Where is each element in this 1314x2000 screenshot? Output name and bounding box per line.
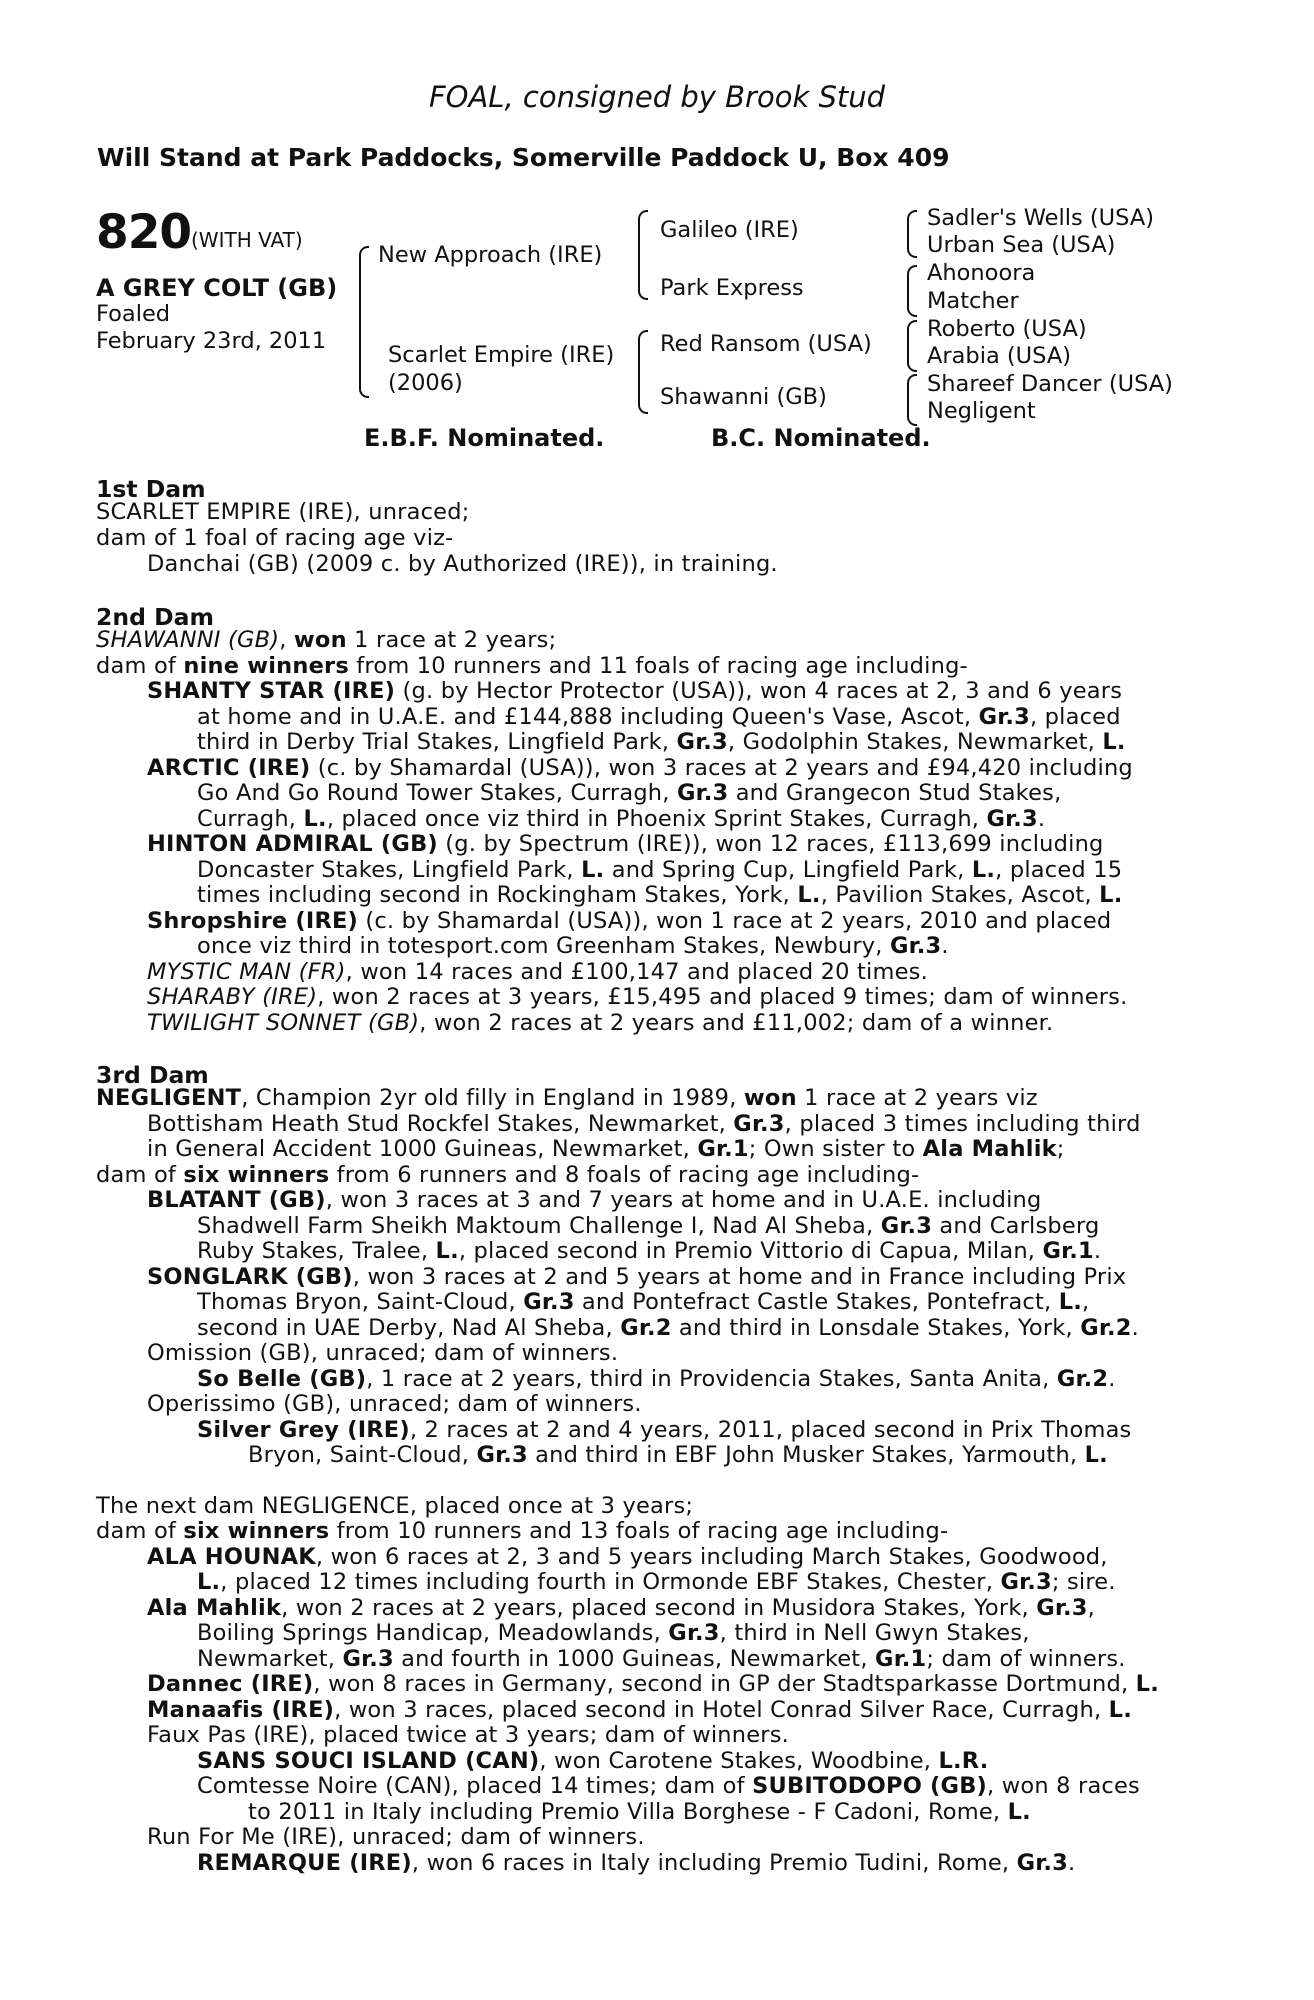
gg-dam: Negligent [927,398,1036,424]
dam-line: SCARLET EMPIRE (IRE), unraced; [96,499,470,525]
section-heading: 3rd Dam [96,1061,209,1089]
pedigree-brace [907,265,917,317]
dam-line: The next dam NEGLIGENCE, placed once at 3 years; [96,1493,694,1519]
progeny-line: at home and in U.A.E. and £144,888 including Queen's Vase, Ascot, Gr.3, placed [197,704,1121,730]
progeny-line: Doncaster Stakes, Lingfield Park, L. and Spring Cup, Lingfield Park, L., placed 15 [197,857,1123,883]
progeny-line: Ruby Stakes, Tralee, L., placed second in Premio Vittorio di Capua, Milan, Gr.1. [197,1238,1102,1264]
progeny-line: So Belle (GB), 1 race at 2 years, third in Providencia Stakes, Santa Anita, Gr.2. [197,1366,1116,1392]
progeny-line: SHANTY STAR (IRE) (g. by Hector Protector (USA)), won 4 races at 2, 3 and 6 years [147,678,1123,704]
stand-location: Will Stand at Park Paddocks, Somerville Paddock U, Box 409 [97,143,950,172]
pedigree-brace [907,374,917,426]
vat-label: (WITH VAT) [191,228,303,252]
dam-line: NEGLIGENT, Champion 2yr old filly in England in 1989, won 1 race at 2 years viz [96,1085,1038,1111]
section-heading: 2nd Dam [96,603,214,631]
gg-sire: Roberto (USA) [927,316,1087,342]
gg-dam: Arabia (USA) [927,343,1072,369]
sire: New Approach (IRE) [378,242,603,268]
dam-sire: Red Ransom (USA) [660,331,872,357]
pedigree-brace [907,210,917,258]
dam-year: (2006) [388,370,463,396]
dam-line: SHAWANNI (GB), won 1 race at 2 years; [96,627,557,653]
progeny-line: Go And Go Round Tower Stakes, Curragh, Gr.3 and Grangecon Stud Stakes, [197,780,1062,806]
dam-line: Bottisham Heath Stud Rockfel Stakes, Newmarket, Gr.3, placed 3 times including third [147,1111,1141,1137]
page-title: FOAL, consigned by Brook Stud [428,80,886,114]
progeny-line: second in UAE Derby, Nad Al Sheba, Gr.2 and third in Lonsdale Stakes, York, Gr.2. [197,1315,1139,1341]
progeny-line: Curragh, L., placed once viz third in Phoenix Sprint Stakes, Curragh, Gr.3. [197,806,1046,832]
gg-sire: Shareef Dancer (USA) [927,371,1173,397]
sire-dam: Park Express [660,275,804,301]
dam: Scarlet Empire (IRE) [388,342,615,368]
progeny-line: ALA HOUNAK, won 6 races at 2, 3 and 5 years including March Stakes, Goodwood, [147,1544,1108,1570]
progeny-line: third in Derby Trial Stakes, Lingfield Park, Gr.3, Godolphin Stakes, Newmarket, L. [197,729,1126,755]
dam-line: dam of 1 foal of racing age viz- [96,525,454,551]
progeny-line: Boiling Springs Handicap, Meadowlands, Gr.3, third in Nell Gwyn Stakes, [197,1620,1030,1646]
progeny-line: TWILIGHT SONNET (GB), won 2 races at 2 years and £11,002; dam of a winner. [147,1010,1054,1036]
progeny-line: MYSTIC MAN (FR), won 14 races and £100,147 and placed 20 times. [147,959,928,985]
dam-dam: Shawanni (GB) [660,384,827,410]
progeny-line: Shadwell Farm Sheikh Maktoum Challenge I, Nad Al Sheba, Gr.3 and Carlsberg [197,1213,1100,1239]
progeny-line: Bryon, Saint-Cloud, Gr.3 and third in EBF John Musker Stakes, Yarmouth, L. [248,1442,1108,1468]
sire-sire: Galileo (IRE) [660,217,799,243]
foaled-date: February 23rd, 2011 [96,328,327,354]
section-heading: 1st Dam [96,475,206,503]
progeny-line: Thomas Bryon, Saint-Cloud, Gr.3 and Pontefract Castle Stakes, Pontefract, L., [197,1289,1090,1315]
pedigree-brace [638,210,648,300]
lot-description: A GREY COLT (GB) [96,274,338,302]
progeny-line: Operissimo (GB), unraced; dam of winners. [147,1391,642,1417]
progeny-line: Ala Mahlik, won 2 races at 2 years, placed second in Musidora Stakes, York, Gr.3, [147,1595,1095,1621]
progeny-line: Manaafis (IRE), won 3 races, placed second in Hotel Conrad Silver Race, Curragh, L. [147,1697,1132,1723]
pedigree-brace [638,330,648,414]
dam-line: dam of nine winners from 10 runners and 11 foals of racing age including- [96,653,968,679]
progeny-line: BLATANT (GB), won 3 races at 3 and 7 years at home and in U.A.E. including [147,1187,1042,1213]
progeny-line: Comtesse Noire (CAN), placed 14 times; dam of SUBITODOPO (GB), won 8 races [197,1773,1140,1799]
progeny-line: SANS SOUCI ISLAND (CAN), won Carotene Stakes, Woodbine, L.R. [197,1748,989,1774]
progeny-line: Danchai (GB) (2009 c. by Authorized (IRE)), in training. [147,551,778,577]
bc-nominated: B.C. Nominated. [711,424,931,452]
pedigree-brace [907,320,917,372]
progeny-line: SONGLARK (GB), won 3 races at 2 and 5 years at home and in France including Prix [147,1264,1127,1290]
gg-dam: Matcher [927,288,1019,314]
progeny-line: times including second in Rockingham Stakes, York, L., Pavilion Stakes, Ascot, L. [197,882,1123,908]
progeny-line: Newmarket, Gr.3 and fourth in 1000 Guineas, Newmarket, Gr.1; dam of winners. [197,1646,1126,1672]
gg-sire: Sadler's Wells (USA) [927,205,1155,231]
progeny-line: to 2011 in Italy including Premio Villa Borghese - F Cadoni, Rome, L. [248,1799,1031,1825]
progeny-line: REMARQUE (IRE), won 6 races in Italy including Premio Tudini, Rome, Gr.3. [197,1850,1076,1876]
lot-number: 820 [96,205,192,260]
progeny-line: HINTON ADMIRAL (GB) (g. by Spectrum (IRE)), won 12 races, £113,699 including [147,831,1104,857]
progeny-line: Omission (GB), unraced; dam of winners. [147,1340,619,1366]
progeny-line: Faux Pas (IRE), placed twice at 3 years; dam of winners. [147,1722,789,1748]
pedigree-brace [359,246,369,398]
progeny-line: Shropshire (IRE) (c. by Shamardal (USA)), won 1 race at 2 years, 2010 and placed [147,908,1112,934]
progeny-line: Dannec (IRE), won 8 races in Germany, second in GP der Stadtsparkasse Dortmund, L. [147,1671,1159,1697]
ebf-nominated: E.B.F. Nominated. [364,424,605,452]
progeny-line: Run For Me (IRE), unraced; dam of winners. [147,1824,645,1850]
progeny-line: once viz third in totesport.com Greenham Stakes, Newbury, Gr.3. [197,933,949,959]
progeny-line: L., placed 12 times including fourth in Ormonde EBF Stakes, Chester, Gr.3; sire. [197,1569,1116,1595]
dam-line: dam of six winners from 6 runners and 8 foals of racing age including- [96,1162,920,1188]
gg-sire: Ahonoora [927,260,1036,286]
progeny-line: Silver Grey (IRE), 2 races at 2 and 4 years, 2011, placed second in Prix Thomas [197,1417,1132,1443]
dam-line: in General Accident 1000 Guineas, Newmarket, Gr.1; Own sister to Ala Mahlik; [147,1136,1065,1162]
progeny-line: SHARABY (IRE), won 2 races at 3 years, £15,495 and placed 9 times; dam of winners. [147,984,1128,1010]
dam-line: dam of six winners from 10 runners and 13 foals of racing age including- [96,1518,949,1544]
foaled-label: Foaled [96,301,171,327]
progeny-line: ARCTIC (IRE) (c. by Shamardal (USA)), won 3 races at 2 years and £94,420 including [147,755,1133,781]
gg-dam: Urban Sea (USA) [927,232,1116,258]
